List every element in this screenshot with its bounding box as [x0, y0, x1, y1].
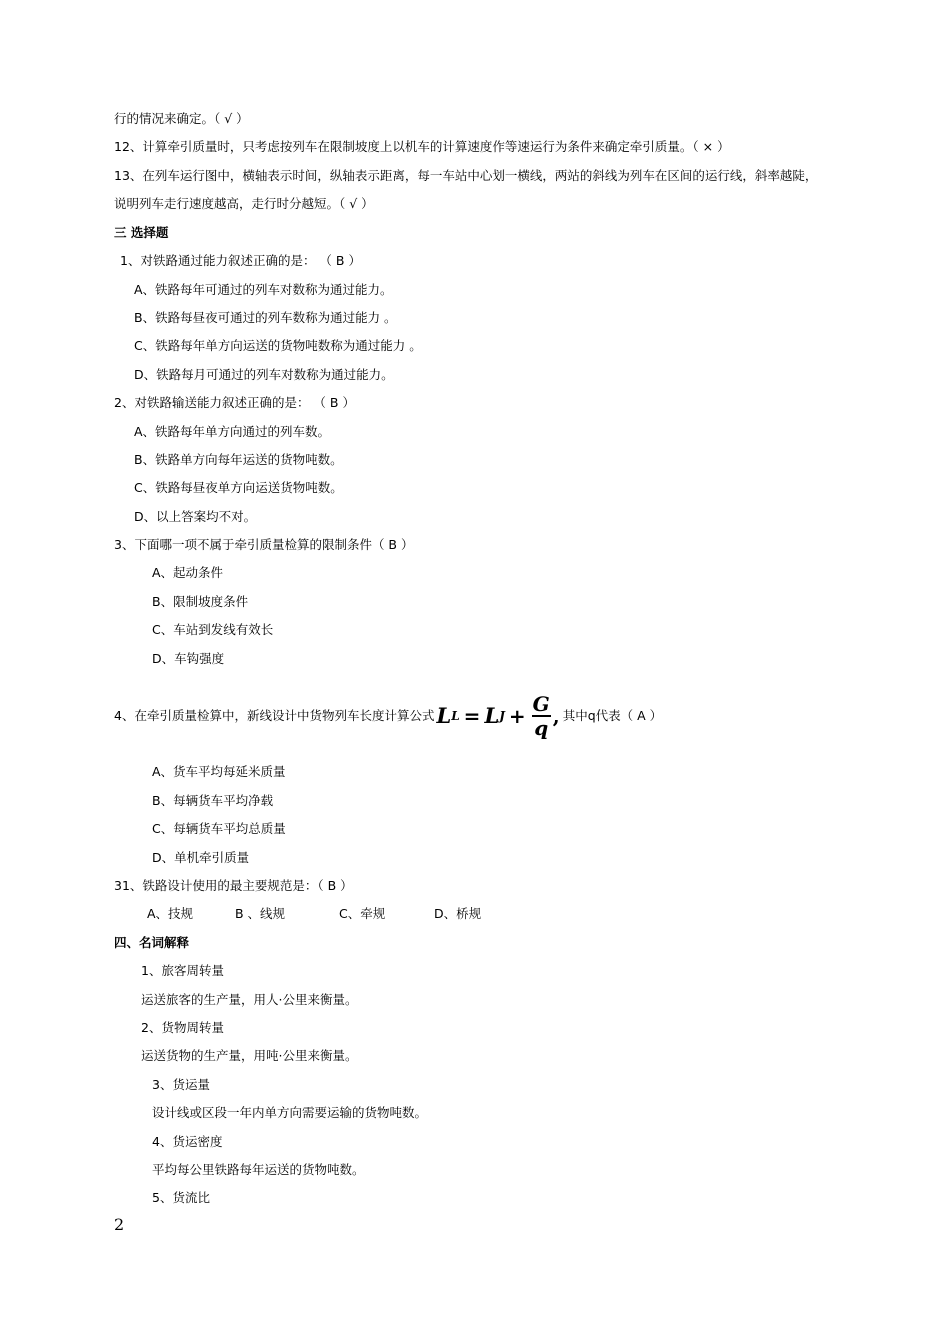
term-definition: 设计线或区段一年内单方向需要运输的货物吨数。	[152, 1105, 428, 1120]
option-item: C、铁路每昼夜单方向运送货物吨数。	[134, 480, 343, 495]
text-line: 说明列车走行速度越高，走行时分越短。（ √ ）	[114, 196, 374, 211]
formula-denominator: q	[534, 716, 549, 740]
section-heading: 三 选择题	[114, 225, 169, 240]
formula-lhs: L	[436, 703, 452, 728]
formula-lhs-sub: L	[451, 709, 460, 723]
term-definition: 运送货物的生产量，用吨·公里来衡量。	[141, 1048, 358, 1063]
formula-comma: ,	[552, 704, 560, 728]
term-title: 4、货运密度	[152, 1134, 223, 1149]
page-number: 2	[114, 1215, 125, 1234]
option-item: B 、线规	[235, 906, 286, 921]
text-line: 13、在列车运行图中，横轴表示时间，纵轴表示距离，每一车站中心划一横线，两站的斜线为列车在区间的运行线，斜率越陡，	[114, 168, 818, 183]
option-item: A、货车平均每延米质量	[152, 764, 286, 779]
term-definition: 运送旅客的生产量，用人·公里来衡量。	[141, 992, 358, 1007]
option-item: D、铁路每月可通过的列车对数称为通过能力。	[134, 367, 394, 382]
option-item: A、起动条件	[152, 565, 224, 580]
option-item: D、桥规	[434, 906, 482, 921]
question-text: 1、对铁路通过能力叙述正确的是： （ B ）	[120, 253, 361, 268]
formula-plus: +	[508, 704, 526, 728]
option-item: B、铁路单方向每年运送的货物吨数。	[134, 452, 343, 467]
term-definition: 平均每公里铁路每年运送的货物吨数。	[152, 1162, 365, 1177]
option-item: D、车钩强度	[152, 651, 225, 666]
section-heading: 四、名词解释	[114, 935, 190, 950]
option-item: A、技规	[147, 906, 194, 921]
text-line: 行的情况来确定。（ √ ）	[114, 111, 249, 126]
option-item: A、铁路每年单方向通过的列车数。	[134, 424, 331, 439]
option-item: B、每辆货车平均净载	[152, 793, 274, 808]
option-item: C、牵规	[339, 906, 386, 921]
option-item: C、铁路每年单方向运送的货物吨数称为通过能力 。	[134, 338, 422, 353]
question-text: 2、对铁路输送能力叙述正确的是： （ B ）	[114, 395, 355, 410]
formula-equals: =	[463, 704, 481, 728]
option-item: C、每辆货车平均总质量	[152, 821, 286, 836]
formula-fraction	[532, 693, 551, 739]
question-suffix: 其中q代表（ A ）	[562, 708, 663, 723]
option-item: B、铁路每昼夜可通过的列车数称为通过能力 。	[134, 310, 397, 325]
question-prefix: 4、在牵引质量检算中，新线设计中货物列车长度计算公式	[114, 708, 435, 723]
term-title: 1、旅客周转量	[141, 963, 224, 978]
question-text: 31、铁路设计使用的最主要规范是：（ B ）	[114, 878, 353, 893]
formula-numerator: G	[532, 692, 550, 716]
formula-rhs-sub: J	[499, 709, 505, 723]
text-line: 12、计算牵引质量时，只考虑按列车在限制坡度上以机车的计算速度作等速运行为条件来确定牵引质量。（ × ）	[114, 139, 730, 154]
question-text: 3、下面哪一项不属于牵引质量检算的限制条件（ B ）	[114, 537, 414, 552]
option-item: A、铁路每年可通过的列车对数称为通过能力。	[134, 282, 393, 297]
question-with-formula	[114, 690, 662, 742]
option-item: C、车站到发线有效长	[152, 622, 274, 637]
option-item: D、以上答案均不对。	[134, 509, 257, 524]
term-title: 3、货运量	[152, 1077, 210, 1092]
option-item: D、单机牵引质量	[152, 850, 250, 865]
formula-rhs: L	[484, 703, 500, 728]
option-item: B、限制坡度条件	[152, 594, 249, 609]
train-length-formula	[436, 690, 560, 742]
term-title: 2、货物周转量	[141, 1020, 224, 1035]
term-title: 5、货流比	[152, 1190, 210, 1205]
